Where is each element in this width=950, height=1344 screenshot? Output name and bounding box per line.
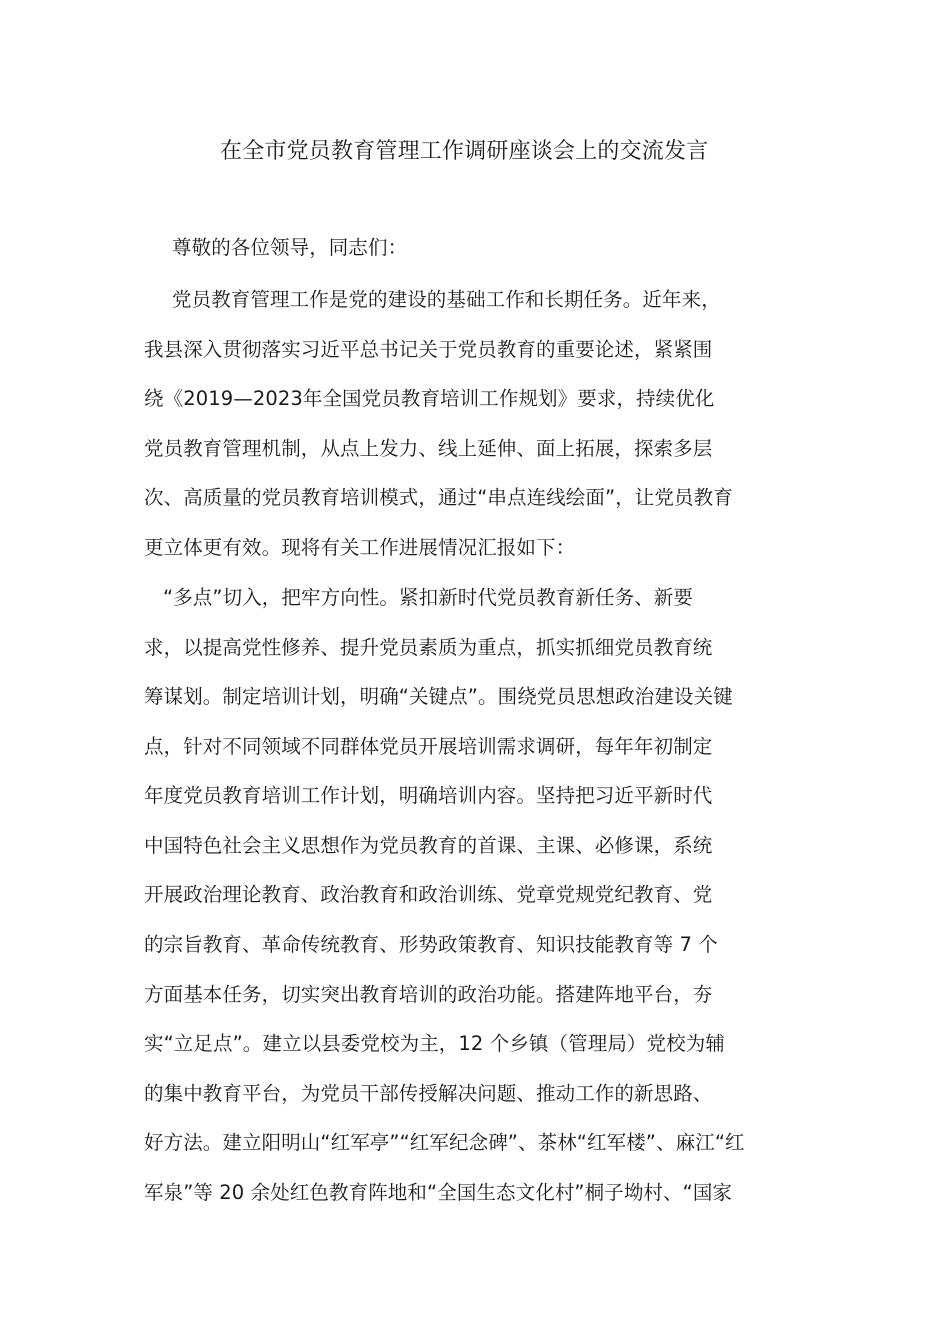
text-line: 方面基本任务，切实突出教育培训的政治功能。搭建阵地平台，夯 bbox=[144, 983, 713, 1006]
text-line: 年度党员教育培训工作计划，明确培训内容。坚持把习近平新时代 bbox=[144, 784, 713, 807]
text-line: 尊敬的各位领导，同志们： bbox=[172, 236, 408, 259]
text-line: 点，针对不同领域不同群体党员开展培训需求调研，每年年初制定 bbox=[144, 735, 713, 758]
text-line: 求，以提高党性修养、提升党员素质为重点，抓实抓细党员教育统 bbox=[144, 636, 713, 659]
text-line: 军泉”等 20 余处红色教育阵地和“全国生态文化村”桐子坳村、“国家 bbox=[144, 1181, 733, 1204]
text-line: 绕《2019—2023年全国党员教育培训工作规划》要求，持续优化 bbox=[144, 387, 715, 410]
text-line: 的宗旨教育、革命传统教育、形势政策教育、知识技能教育等 7 个 bbox=[144, 933, 718, 956]
text-line: 开展政治理论教育、政治教育和政治训练、党章党规党纪教育、党 bbox=[144, 883, 713, 906]
text-line: 中国特色社会主义思想作为党员教育的首课、主课、必修课，系统 bbox=[144, 834, 713, 857]
text-line: 的集中教育平台，为党员干部传授解决问题、推动工作的新思路、 bbox=[144, 1082, 713, 1105]
text-line: “多点”切入，把牢方向性。紧扣新时代党员教育新任务、新要 bbox=[163, 586, 694, 609]
text-line: 党员教育管理工作是党的建设的基础工作和长期任务。近年来， bbox=[172, 288, 721, 311]
text-line: 次、高质量的党员教育培训模式，通过“串点连线绘面”，让党员教育 bbox=[144, 486, 733, 509]
text-line: 更立体更有效。现将有关工作进展情况汇报如下： bbox=[144, 536, 576, 559]
text-line: 党员教育管理机制，从点上发力、线上延伸、面上拓展，探索多层 bbox=[144, 437, 713, 460]
text-line: 我县深入贯彻落实习近平总书记关于党员教育的重要论述，紧紧围 bbox=[144, 338, 713, 361]
document-title: 在全市党员教育管理工作调研座谈会上的交流发言 bbox=[220, 139, 709, 164]
text-line: 实“立足点”。建立以县委党校为主，12 个乡镇（管理局）党校为辅 bbox=[144, 1032, 725, 1055]
text-line: 好方法。建立阳明山“红军亭”“红军纪念碑”、茶林“红军楼”、麻江“红 bbox=[144, 1131, 745, 1154]
text-line: 筹谋划。制定培训计划，明确“关键点”。围绕党员思想政治建设关键 bbox=[144, 685, 733, 708]
